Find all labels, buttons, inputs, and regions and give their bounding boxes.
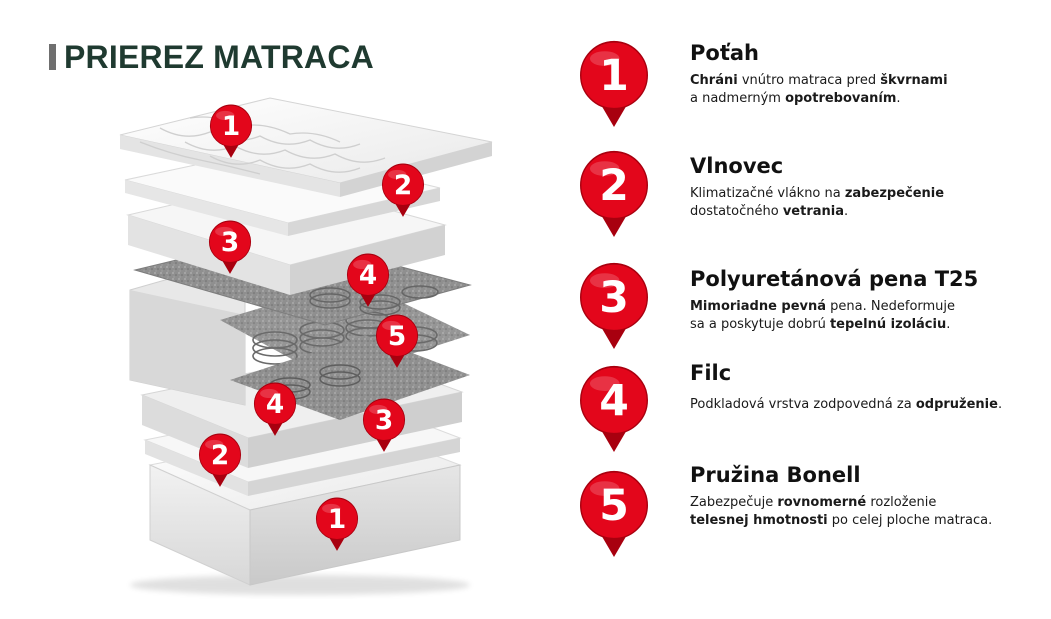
layer-description (690, 494, 1030, 530)
pin-number: 5 (599, 482, 629, 532)
diagram-pin-2 (380, 163, 426, 222)
pin-number: 1 (221, 111, 241, 142)
pin-number: 4 (599, 377, 629, 427)
layer-description-line: Klimatizačné vlákno na zabezpečenie (690, 186, 945, 201)
layer-item-5 (690, 462, 1030, 530)
layer-description (690, 72, 1030, 108)
layer-description-line: Chráni vnútro matraca pred škvrnami (690, 73, 948, 88)
layer-name: Vlnovec (690, 154, 784, 178)
pin-number: 2 (393, 170, 413, 201)
diagram-pin-3 (207, 220, 253, 279)
diagram-pin-3 (361, 398, 407, 457)
legend-number-pin-3 (577, 262, 651, 355)
layer-description-line: sa a poskytuje dobrú tepelnú izoláciu. (690, 317, 951, 332)
layer-description (690, 298, 1030, 334)
number-pin-marker (374, 314, 420, 369)
page-title: PRIEREZ MATRACA (64, 39, 374, 75)
layer-name: Filc (690, 361, 732, 385)
pin-number: 2 (210, 440, 230, 471)
pin-number: 1 (599, 52, 629, 102)
layer-description (690, 185, 1030, 221)
diagram-pin-4 (252, 382, 298, 441)
pin-number: 3 (374, 405, 394, 436)
pin-number: 4 (265, 389, 285, 420)
number-pin-marker (197, 433, 243, 488)
legend-number-pin-5 (577, 470, 651, 563)
number-pin-marker (577, 470, 651, 559)
layer-name: Polyuretánová pena T25 (690, 267, 979, 291)
number-pin-marker (361, 398, 407, 453)
number-pin-marker (345, 253, 391, 308)
pin-number: 3 (220, 227, 240, 258)
layer-description-line: a nadmerným opotrebovaním. (690, 91, 901, 106)
legend-number-pin-1 (577, 40, 651, 133)
number-pin-marker (314, 497, 360, 552)
layer-description-line: dostatočného vetrania. (690, 204, 849, 219)
layer-description-line: Mimoriadne pevná pena. Nedeformuje (690, 299, 956, 314)
pin-number: 5 (387, 321, 407, 352)
layer-description (690, 396, 1030, 414)
number-pin-marker (208, 104, 254, 159)
layer-name: Poťah (690, 41, 759, 65)
number-pin-marker (577, 150, 651, 239)
diagram-pin-5 (374, 314, 420, 373)
title-accent-bar (49, 44, 56, 70)
layer-item-2 (690, 153, 1030, 221)
diagram-pin-1 (208, 104, 254, 163)
number-pin-marker (207, 220, 253, 275)
layer-description-line: Podkladová vrstva zodpovedná za odpruženie. (690, 397, 1003, 412)
pin-number: 1 (327, 504, 347, 535)
number-pin-marker (380, 163, 426, 218)
layer-name: Pružina Bonell (690, 463, 861, 487)
layer-item-3 (690, 266, 1030, 334)
diagram-pin-1 (314, 497, 360, 556)
ground-shadow (130, 575, 470, 595)
number-pin-marker (252, 382, 298, 437)
mattress-cross-section-illustration (100, 80, 520, 600)
number-pin-marker (577, 365, 651, 454)
page-header (49, 40, 374, 74)
number-pin-marker (577, 262, 651, 351)
legend-number-pin-2 (577, 150, 651, 243)
legend-number-pin-4 (577, 365, 651, 458)
pin-number: 4 (358, 260, 378, 291)
layer-item-4 (690, 360, 1030, 414)
layer-description-line: telesnej hmotnosti po celej ploche matraca. (690, 513, 993, 528)
diagram-pin-2 (197, 433, 243, 492)
diagram-pin-4 (345, 253, 391, 312)
layer-description-line: Zabezpečuje rovnomerné rozloženie (690, 495, 937, 510)
pin-number: 3 (599, 274, 629, 324)
layer-item-1 (690, 40, 1030, 108)
number-pin-marker (577, 40, 651, 129)
pin-number: 2 (599, 162, 629, 212)
